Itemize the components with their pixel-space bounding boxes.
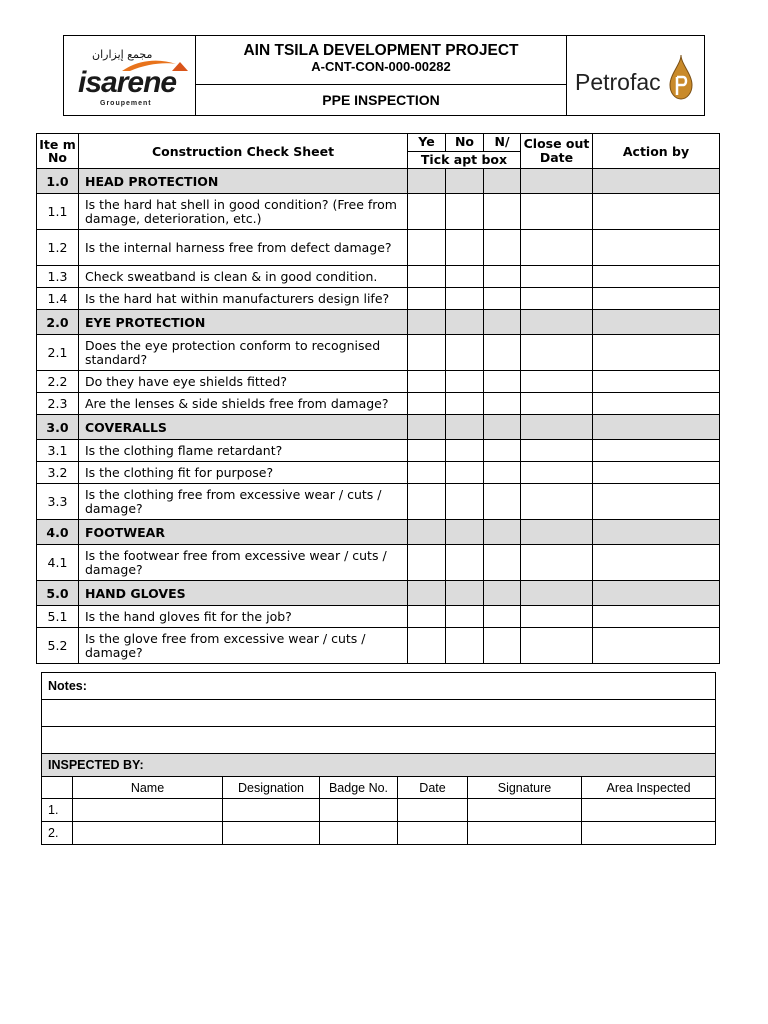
action-by-field[interactable] bbox=[593, 462, 720, 484]
close-out-date-field[interactable] bbox=[521, 545, 593, 581]
section-action-cell bbox=[593, 310, 720, 335]
na-tick-box[interactable] bbox=[484, 545, 521, 581]
item-question: Is the clothing flame retardant? bbox=[79, 440, 408, 462]
section-yes-cell bbox=[408, 169, 446, 194]
action-by-field[interactable] bbox=[593, 393, 720, 415]
na-tick-box[interactable] bbox=[484, 393, 521, 415]
yes-tick-box[interactable] bbox=[408, 484, 446, 520]
isarene-logo-wordmark: isarene bbox=[78, 66, 177, 99]
section-action-cell bbox=[593, 520, 720, 545]
action-by-field[interactable] bbox=[593, 628, 720, 664]
check-item-row bbox=[37, 288, 720, 310]
close-out-date-field[interactable] bbox=[521, 266, 593, 288]
item-number: 3.1 bbox=[37, 440, 79, 462]
no-tick-box[interactable] bbox=[446, 484, 484, 520]
no-tick-box[interactable] bbox=[446, 440, 484, 462]
section-title: HAND GLOVES bbox=[79, 581, 408, 606]
close-out-date-field[interactable] bbox=[521, 371, 593, 393]
section-yes-cell bbox=[408, 581, 446, 606]
notes-line-field[interactable] bbox=[42, 700, 716, 727]
inspector-area-field[interactable] bbox=[582, 822, 716, 845]
action-by-field[interactable] bbox=[593, 440, 720, 462]
na-tick-box[interactable] bbox=[484, 484, 521, 520]
no-tick-box[interactable] bbox=[446, 371, 484, 393]
column-header-close-out-date: Close out Date bbox=[521, 134, 593, 169]
inspector-area-field[interactable] bbox=[582, 799, 716, 822]
section-close-cell bbox=[521, 581, 593, 606]
column-header-area-inspected: Area Inspected bbox=[582, 777, 716, 799]
isarene-logo bbox=[64, 36, 196, 115]
inspector-designation-field[interactable] bbox=[223, 822, 320, 845]
no-tick-box[interactable] bbox=[446, 288, 484, 310]
item-question: Is the footwear free from excessive wear / cuts / damage? bbox=[79, 545, 408, 581]
item-number: 1.2 bbox=[37, 230, 79, 266]
yes-tick-box[interactable] bbox=[408, 266, 446, 288]
section-yes-cell bbox=[408, 520, 446, 545]
na-tick-box[interactable] bbox=[484, 371, 521, 393]
column-header-badge-no: Badge No. bbox=[320, 777, 398, 799]
action-by-field[interactable] bbox=[593, 266, 720, 288]
section-action-cell bbox=[593, 415, 720, 440]
yes-tick-box[interactable] bbox=[408, 230, 446, 266]
close-out-date-field[interactable] bbox=[521, 440, 593, 462]
close-out-date-field[interactable] bbox=[521, 393, 593, 415]
section-title: FOOTWEAR bbox=[79, 520, 408, 545]
no-tick-box[interactable] bbox=[446, 335, 484, 371]
section-na-cell bbox=[484, 581, 521, 606]
petrofac-drop-icon bbox=[668, 54, 694, 100]
inspector-signature-field[interactable] bbox=[468, 822, 582, 845]
yes-tick-box[interactable] bbox=[408, 606, 446, 628]
action-by-field[interactable] bbox=[593, 545, 720, 581]
close-out-date-field[interactable] bbox=[521, 462, 593, 484]
section-action-cell bbox=[593, 581, 720, 606]
item-question: Check sweatband is clean & in good condition. bbox=[79, 266, 408, 288]
no-tick-box[interactable] bbox=[446, 393, 484, 415]
action-by-field[interactable] bbox=[593, 371, 720, 393]
close-out-date-field[interactable] bbox=[521, 288, 593, 310]
column-header-name: Name bbox=[73, 777, 223, 799]
check-item-row bbox=[37, 545, 720, 581]
column-header-na: N/ bbox=[484, 134, 521, 152]
check-item-row bbox=[37, 440, 720, 462]
inspector-designation-field[interactable] bbox=[223, 799, 320, 822]
yes-tick-box[interactable] bbox=[408, 371, 446, 393]
item-question: Does the eye protection conform to recognised standard? bbox=[79, 335, 408, 371]
yes-tick-box[interactable] bbox=[408, 440, 446, 462]
petrofac-logo bbox=[566, 36, 704, 115]
column-header-signature: Signature bbox=[468, 777, 582, 799]
check-item-row bbox=[37, 266, 720, 288]
column-header-tick-box: Tick apt box bbox=[408, 151, 521, 169]
section-close-cell bbox=[521, 310, 593, 335]
document-header bbox=[63, 35, 705, 116]
close-out-date-field[interactable] bbox=[521, 194, 593, 230]
na-tick-box[interactable] bbox=[484, 266, 521, 288]
section-no-cell bbox=[446, 415, 484, 440]
inspector-badge-field[interactable] bbox=[320, 799, 398, 822]
section-number: 5.0 bbox=[37, 581, 79, 606]
yes-tick-box[interactable] bbox=[408, 545, 446, 581]
no-tick-box[interactable] bbox=[446, 230, 484, 266]
inspector-signature-field[interactable] bbox=[468, 799, 582, 822]
action-by-field[interactable] bbox=[593, 230, 720, 266]
item-number: 3.2 bbox=[37, 462, 79, 484]
item-number: 1.1 bbox=[37, 194, 79, 230]
section-row bbox=[37, 310, 720, 335]
na-tick-box[interactable] bbox=[484, 335, 521, 371]
petrofac-logo-wordmark: Petrofac bbox=[575, 69, 661, 95]
notes-inspection-table bbox=[41, 672, 716, 845]
action-by-field[interactable] bbox=[593, 335, 720, 371]
close-out-date-field[interactable] bbox=[521, 230, 593, 266]
section-na-cell bbox=[484, 520, 521, 545]
na-tick-box[interactable] bbox=[484, 194, 521, 230]
check-item-row bbox=[37, 230, 720, 266]
action-by-field[interactable] bbox=[593, 194, 720, 230]
na-tick-box[interactable] bbox=[484, 606, 521, 628]
checklist-body bbox=[37, 169, 720, 664]
column-header-yes: Ye bbox=[408, 134, 446, 152]
item-number: 5.2 bbox=[37, 628, 79, 664]
na-tick-box[interactable] bbox=[484, 628, 521, 664]
section-number: 3.0 bbox=[37, 415, 79, 440]
project-title: AIN TSILA DEVELOPMENT PROJECT bbox=[243, 42, 519, 59]
close-out-date-field[interactable] bbox=[521, 335, 593, 371]
column-header-designation: Designation bbox=[223, 777, 320, 799]
header-title-block bbox=[195, 36, 567, 115]
inspector-name-field[interactable] bbox=[73, 799, 223, 822]
item-number: 5.1 bbox=[37, 606, 79, 628]
yes-tick-box[interactable] bbox=[408, 335, 446, 371]
na-tick-box[interactable] bbox=[484, 230, 521, 266]
check-item-row bbox=[37, 462, 720, 484]
item-question: Is the internal harness free from defect damage? bbox=[79, 230, 408, 266]
inspector-row-number: 1. bbox=[42, 799, 73, 822]
column-header-action-by: Action by bbox=[593, 134, 720, 169]
section-close-cell bbox=[521, 169, 593, 194]
item-question: Is the hard hat shell in good condition? (Free from damage, deterioration, etc.) bbox=[79, 194, 408, 230]
inspector-date-field[interactable] bbox=[398, 822, 468, 845]
item-number: 2.1 bbox=[37, 335, 79, 371]
section-title: COVERALLS bbox=[79, 415, 408, 440]
column-header-no: No bbox=[446, 134, 484, 152]
item-question: Do they have eye shields fitted? bbox=[79, 371, 408, 393]
item-question: Is the clothing free from excessive wear / cuts / damage? bbox=[79, 484, 408, 520]
action-by-field[interactable] bbox=[593, 606, 720, 628]
inspector-row-number: 2. bbox=[42, 822, 73, 845]
yes-tick-box[interactable] bbox=[408, 393, 446, 415]
section-no-cell bbox=[446, 310, 484, 335]
section-number: 2.0 bbox=[37, 310, 79, 335]
section-row bbox=[37, 415, 720, 440]
check-item-row bbox=[37, 335, 720, 371]
section-yes-cell bbox=[408, 310, 446, 335]
no-tick-box[interactable] bbox=[446, 628, 484, 664]
column-header-date: Date bbox=[398, 777, 468, 799]
inspected-by-label: INSPECTED BY: bbox=[42, 754, 716, 777]
section-row bbox=[37, 581, 720, 606]
close-out-date-field[interactable] bbox=[521, 484, 593, 520]
check-item-row bbox=[37, 194, 720, 230]
section-no-cell bbox=[446, 520, 484, 545]
item-question: Is the glove free from excessive wear / cuts / damage? bbox=[79, 628, 408, 664]
section-close-cell bbox=[521, 520, 593, 545]
check-item-row bbox=[37, 393, 720, 415]
section-title: HEAD PROTECTION bbox=[79, 169, 408, 194]
no-tick-box[interactable] bbox=[446, 194, 484, 230]
isarene-logo-subtitle: Groupement bbox=[100, 100, 152, 107]
inspector-badge-field[interactable] bbox=[320, 822, 398, 845]
section-no-cell bbox=[446, 581, 484, 606]
na-tick-box[interactable] bbox=[484, 440, 521, 462]
section-row bbox=[37, 520, 720, 545]
yes-tick-box[interactable] bbox=[408, 628, 446, 664]
yes-tick-box[interactable] bbox=[408, 462, 446, 484]
section-close-cell bbox=[521, 415, 593, 440]
inspector-name-field[interactable] bbox=[73, 822, 223, 845]
column-header-check-sheet: Construction Check Sheet bbox=[79, 134, 408, 169]
check-item-row bbox=[37, 606, 720, 628]
item-number: 4.1 bbox=[37, 545, 79, 581]
item-question: Is the hard hat within manufacturers design life? bbox=[79, 288, 408, 310]
close-out-date-field[interactable] bbox=[521, 606, 593, 628]
item-question: Is the clothing fit for purpose? bbox=[79, 462, 408, 484]
section-number: 1.0 bbox=[37, 169, 79, 194]
na-tick-box[interactable] bbox=[484, 462, 521, 484]
inspector-number-header bbox=[42, 777, 73, 799]
item-question: Is the hand gloves fit for the job? bbox=[79, 606, 408, 628]
no-tick-box[interactable] bbox=[446, 266, 484, 288]
section-na-cell bbox=[484, 310, 521, 335]
isarene-arabic-name: مجمع إيزاران bbox=[92, 48, 153, 61]
check-item-row bbox=[37, 371, 720, 393]
column-header-item-no: Ite m No bbox=[37, 134, 79, 169]
section-action-cell bbox=[593, 169, 720, 194]
no-tick-box[interactable] bbox=[446, 545, 484, 581]
check-item-row bbox=[37, 484, 720, 520]
document-number: A-CNT-CON-000-00282 bbox=[311, 59, 451, 74]
section-no-cell bbox=[446, 169, 484, 194]
section-na-cell bbox=[484, 169, 521, 194]
section-yes-cell bbox=[408, 415, 446, 440]
notes-label: Notes: bbox=[42, 673, 716, 700]
action-by-field[interactable] bbox=[593, 484, 720, 520]
item-number: 1.3 bbox=[37, 266, 79, 288]
yes-tick-box[interactable] bbox=[408, 194, 446, 230]
section-title: EYE PROTECTION bbox=[79, 310, 408, 335]
item-number: 3.3 bbox=[37, 484, 79, 520]
na-tick-box[interactable] bbox=[484, 288, 521, 310]
ppe-checklist-table bbox=[36, 133, 720, 664]
section-row bbox=[37, 169, 720, 194]
no-tick-box[interactable] bbox=[446, 462, 484, 484]
section-number: 4.0 bbox=[37, 520, 79, 545]
action-by-field[interactable] bbox=[593, 288, 720, 310]
item-number: 2.3 bbox=[37, 393, 79, 415]
inspector-date-field[interactable] bbox=[398, 799, 468, 822]
yes-tick-box[interactable] bbox=[408, 288, 446, 310]
notes-line-field[interactable] bbox=[42, 727, 716, 754]
item-number: 2.2 bbox=[37, 371, 79, 393]
check-item-row bbox=[37, 628, 720, 664]
close-out-date-field[interactable] bbox=[521, 628, 593, 664]
item-number: 1.4 bbox=[37, 288, 79, 310]
section-na-cell bbox=[484, 415, 521, 440]
form-title: PPE INSPECTION bbox=[322, 92, 440, 108]
no-tick-box[interactable] bbox=[446, 606, 484, 628]
item-question: Are the lenses & side shields free from damage? bbox=[79, 393, 408, 415]
